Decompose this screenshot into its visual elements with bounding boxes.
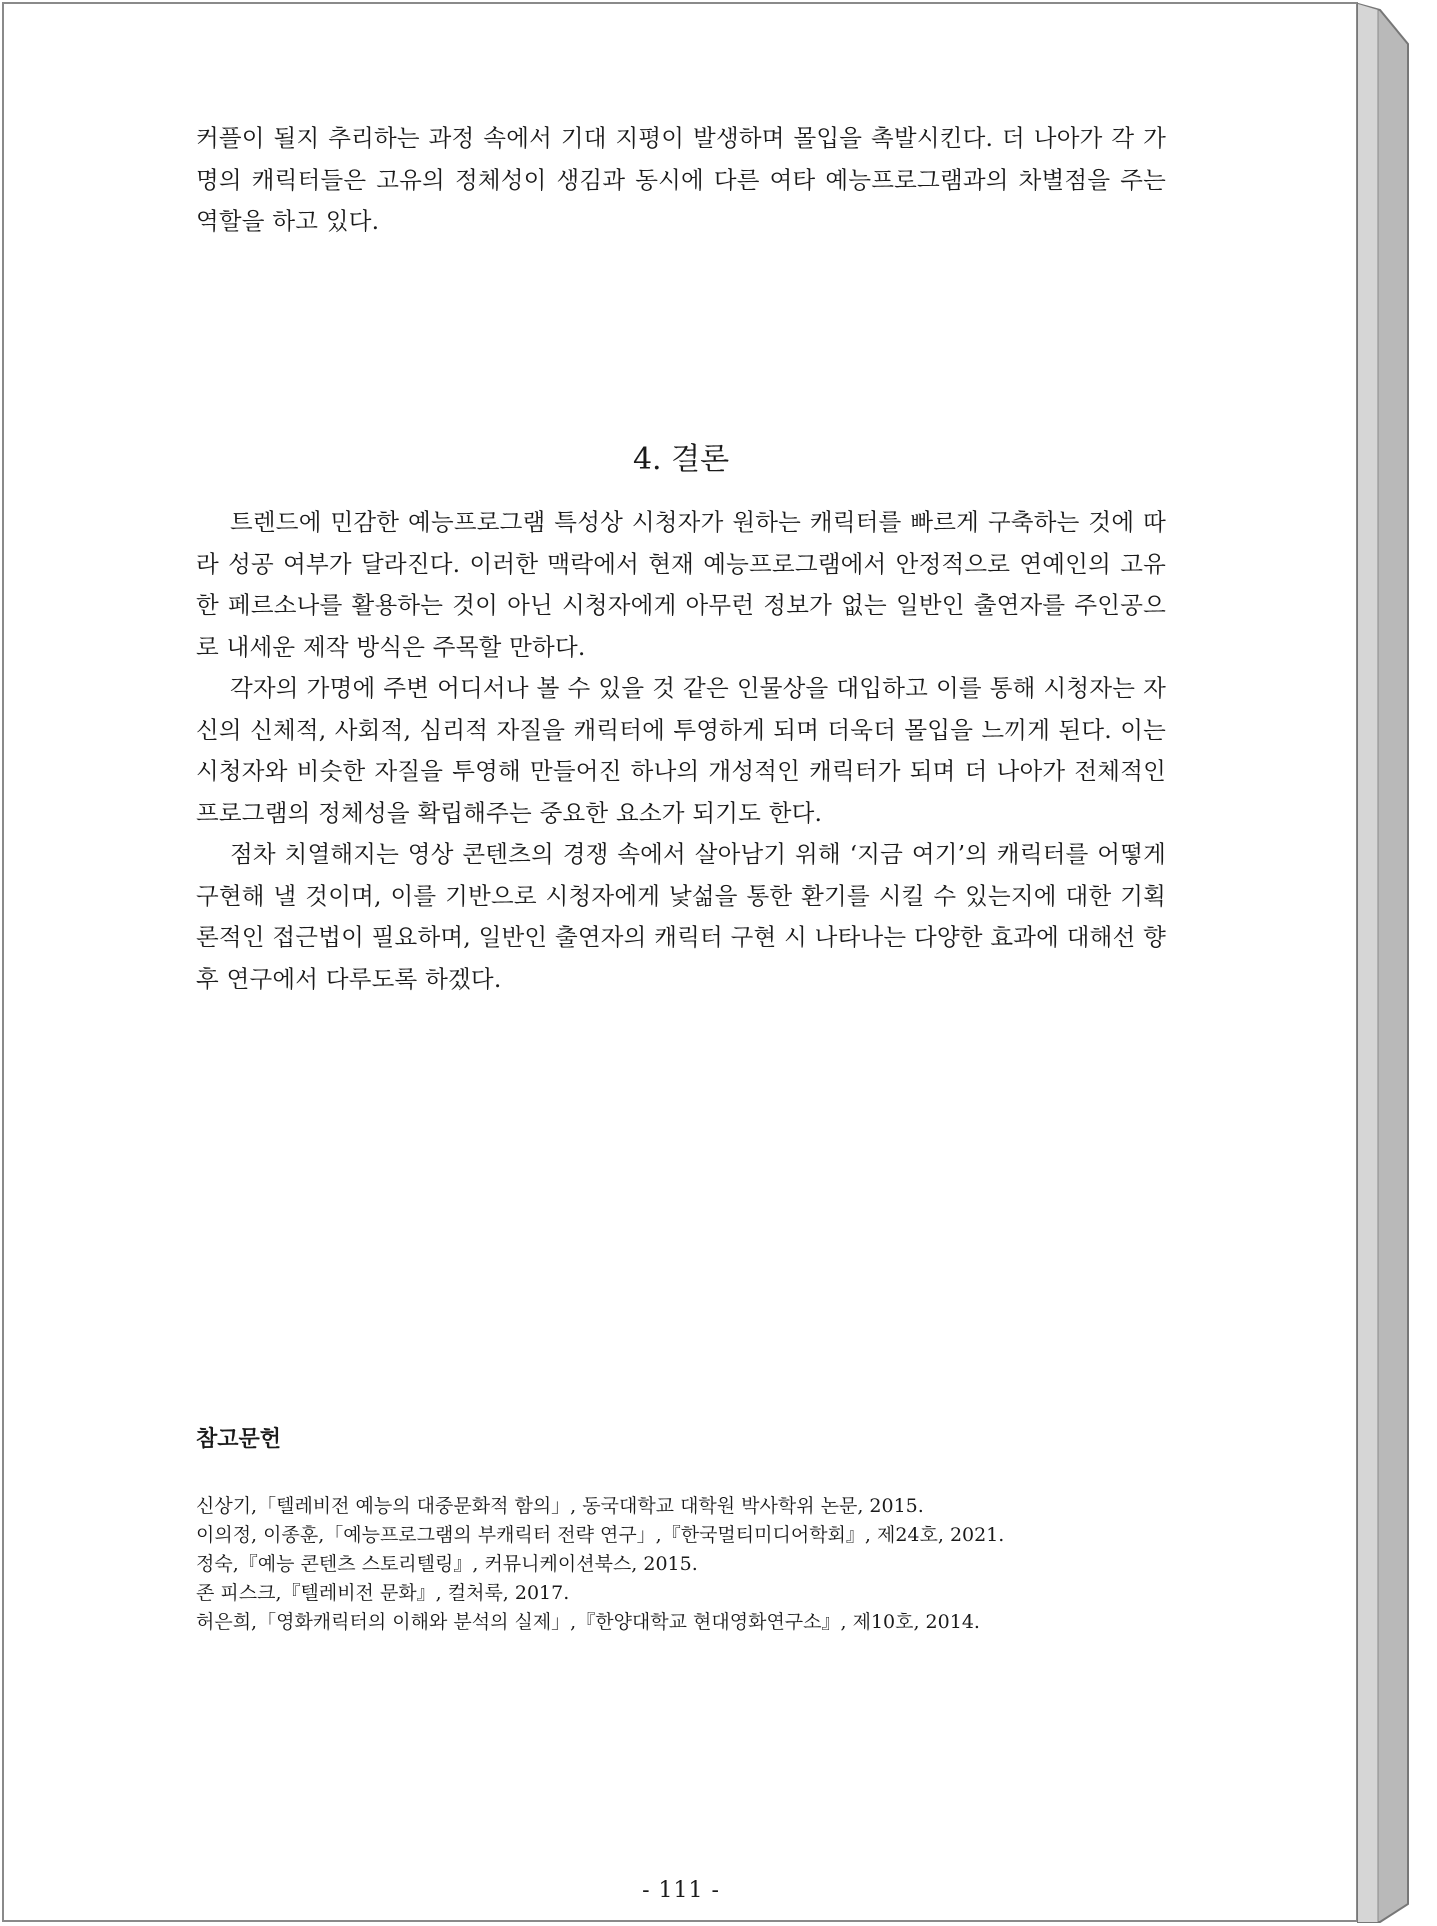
intro-paragraph: 커플이 될지 추리하는 과정 속에서 기대 지평이 발생하며 몰입을 촉발시킨다. 더 나아가 각 가명의 캐릭터들은 고유의 정체성이 생김과 동시에 다른 여타 예능프로그램과의 차별점을 주는 역할을 하고 있다. (196, 124, 1166, 235)
reference-item: 이의정, 이종훈,「예능프로그램의 부캐릭터 전략 연구」,『한국멀티미디어학회』, 제24호, 2021. (196, 1524, 1005, 1546)
references-heading: 참고문헌 (196, 1427, 282, 1452)
conclusion-paragraph: 트렌드에 민감한 예능프로그램 특성상 시청자가 원하는 캐릭터를 빠르게 구축하는 것에 따라 성공 여부가 달라진다. 이러한 맥락에서 현재 예능프로그램에서 안정적으로 연예인의 고유한 페르소나를 활용하는 것이 아닌 시청자에게 아무런 정보가 없는 일반인 출연자를 주인공으로 내세운 제작 방식은 주목할 만하다. (196, 508, 1166, 661)
section-title: 4. 결론 (632, 442, 730, 477)
conclusion-section (196, 502, 1166, 1000)
conclusion-paragraph: 점차 치열해지는 영상 콘텐츠의 경쟁 속에서 살아남기 위해 ‘지금 여기’의 캐릭터를 어떻게 구현해 낼 것이며, 이를 기반으로 시청자에게 낯섦을 통한 환기를 시킬 수 있는지에 대한 기획론적인 접근법이 필요하며, 일반인 출연자의 캐릭터 구현 시 나타나는 다양한 효과에 대해선 향후 연구에서 다루도록 하겠다. (196, 840, 1166, 993)
reference-item: 신상기,「텔레비전 예능의 대중문화적 함의」, 동국대학교 대학원 박사학위 논문, 2015. (196, 1495, 924, 1517)
reference-item: 정숙,『예능 콘텐츠 스토리텔링』, 커뮤니케이션북스, 2015. (196, 1553, 698, 1575)
conclusion-paragraph: 각자의 가명에 주변 어디서나 볼 수 있을 것 같은 인물상을 대입하고 이를 통해 시청자는 자신의 신체적, 사회적, 심리적 자질을 캐릭터에 투영하게 되며 더욱더 몰입을 느끼게 된다. 이는 시청자와 비슷한 자질을 투영해 만들어진 하나의 개성적인 캐릭터가 되며 더 나아가 전체적인 프로그램의 정체성을 확립해주는 중요한 요소가 되기도 한다. (196, 674, 1166, 827)
reference-item: 존 피스크,『텔레비전 문화』, 컬처룩, 2017. (196, 1582, 570, 1604)
reference-item: 허은희,「영화캐릭터의 이해와 분석의 실제」,『한양대학교 현대영화연구소』, 제10호, 2014. (196, 1611, 980, 1633)
page-number: - 111 - (642, 1878, 720, 1903)
page-content (196, 118, 1166, 1903)
references-list (196, 1492, 1176, 1637)
